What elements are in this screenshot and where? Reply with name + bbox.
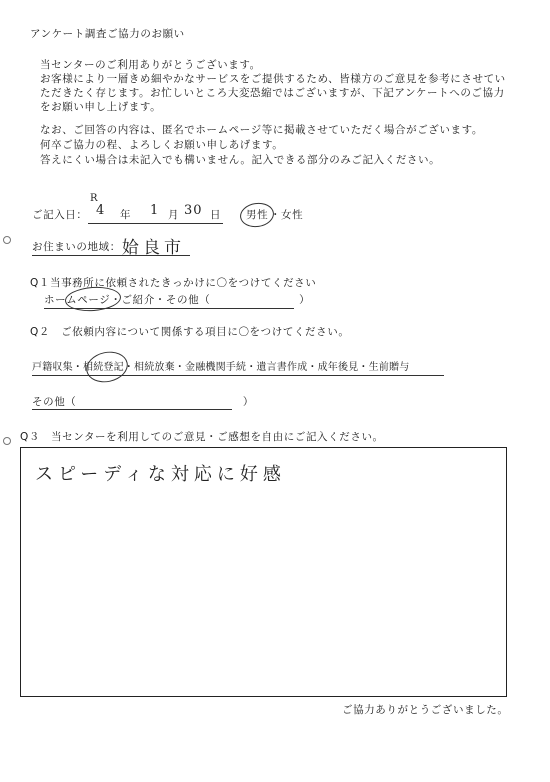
intro-line: 答えにくい場合は未記入でも構いません。記入できる部分のみご記入ください。 <box>40 154 441 166</box>
q2-other-underline <box>32 409 232 410</box>
day-unit: 日 <box>210 209 222 221</box>
gender-male[interactable]: 男性 <box>246 209 269 221</box>
date-day[interactable]: 30 <box>184 203 203 218</box>
date-label: ご記入日： <box>32 209 88 221</box>
month-unit: 月 <box>168 209 180 221</box>
q1-text: Q１当事務所に依頼されたきっかけに〇をつけてください <box>30 277 317 289</box>
intro-line: なお、ご回答の内容は、匿名でホームページ等に掲載させていただく場合がございます。 <box>40 124 483 136</box>
q3-text: Q３ 当センターを利用してのご意見・ご感想を自由にご記入ください。 <box>20 431 384 443</box>
q2-options[interactable]: 戸籍収集・相続登記・相続放棄・金融機関手続・遺言書作成・成年後見・生前贈与 <box>32 362 410 373</box>
q3-answer-box[interactable] <box>20 447 507 697</box>
q2-other[interactable]: その他（ ） <box>32 396 254 408</box>
intro-line: 何卒ご協力の程、よろしくお願い申しあげます。 <box>40 139 284 151</box>
document-title: アンケート調査ご協力のお願い <box>30 28 185 40</box>
address-label: お住まいの地域： <box>32 241 121 253</box>
q2-text: Q２ ご依頼内容について関係する項目に〇をつけてください。 <box>30 326 350 338</box>
binder-hole <box>3 437 11 445</box>
date-year[interactable]: 4 <box>96 203 109 218</box>
era-mark: R <box>90 193 98 204</box>
address-value[interactable]: 姶良市 <box>122 238 185 258</box>
q1-options[interactable]: ホームページ・ご紹介・その他（ ） <box>44 294 311 306</box>
binder-hole <box>3 236 11 244</box>
year-unit: 年 <box>120 209 132 221</box>
intro-line: ただきたく存じます。お忙しいところ大変恐縮ではございますが、下記アンケートへのご協力 <box>40 87 505 99</box>
address-underline <box>32 255 190 256</box>
gender-female[interactable]: 女性 <box>281 209 304 221</box>
intro-line: 当センターのご利用ありがとうございます。 <box>40 59 261 71</box>
q2-selection-circle <box>83 348 130 386</box>
date-month[interactable]: 1 <box>150 203 163 218</box>
closing-text: ご協力ありがとうございました。 <box>342 704 509 716</box>
q3-answer: スピーディな対応に好感 <box>35 464 286 485</box>
gender-separator: ・ <box>270 209 282 221</box>
intro-line: お客様により一層きめ細やかなサービスをご提供するため、皆様方のご意見を参考にさせてい <box>40 73 506 85</box>
date-underline <box>88 223 223 224</box>
intro-line: をお願い申し上げます。 <box>40 101 162 113</box>
